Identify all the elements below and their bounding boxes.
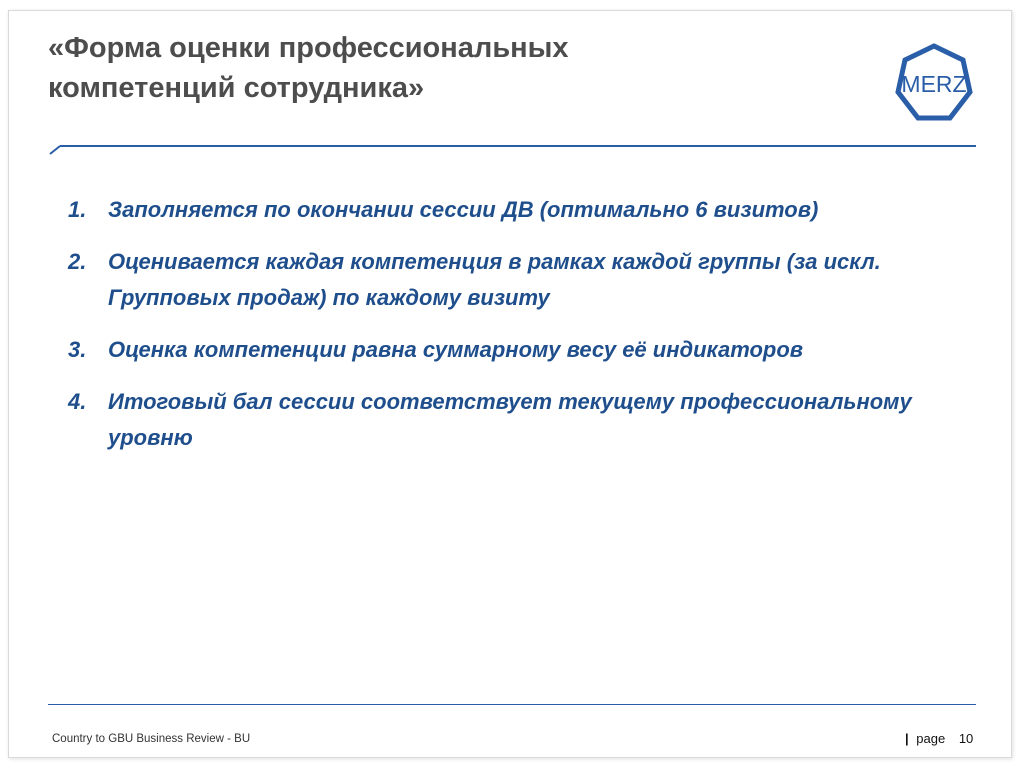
list-item-number: 1. xyxy=(68,197,87,222)
list-item xyxy=(68,192,948,228)
list-item-number: 2. xyxy=(68,249,87,274)
page-number: 10 xyxy=(958,731,974,746)
list-item xyxy=(68,332,948,368)
title-divider xyxy=(48,143,976,155)
list-item-text: Заполняется по окончании сессии ДВ (оптимально 6 визитов) xyxy=(108,197,819,222)
list-item xyxy=(68,384,948,456)
merz-logo-icon xyxy=(893,42,975,124)
footer-caption: Country to GBU Business Review - BU xyxy=(52,733,251,745)
page-title xyxy=(48,28,808,108)
page-separator: | xyxy=(905,731,909,746)
page-label: page xyxy=(916,731,946,746)
criteria-list xyxy=(68,192,948,472)
list-item xyxy=(68,244,948,316)
list-item-text: Итоговый бал сессии соответствует текущему профессиональному уровню xyxy=(108,389,912,450)
page-indicator xyxy=(905,731,973,746)
title-line-1: «Форма оценки профессиональных xyxy=(48,32,569,64)
list-item-text: Оценка компетенции равна суммарному весу её индикаторов xyxy=(108,337,804,362)
list-item-number: 4. xyxy=(68,389,87,414)
list-item-text: Оценивается каждая компетенция в рамках каждой группы (за искл. Групповых продаж) по каждому визиту xyxy=(108,249,881,310)
logo-text: MERZ xyxy=(901,71,967,97)
list-item-number: 3. xyxy=(68,337,87,362)
footer-divider xyxy=(48,704,976,705)
title-line-2: компетенций сотрудника» xyxy=(48,72,425,104)
